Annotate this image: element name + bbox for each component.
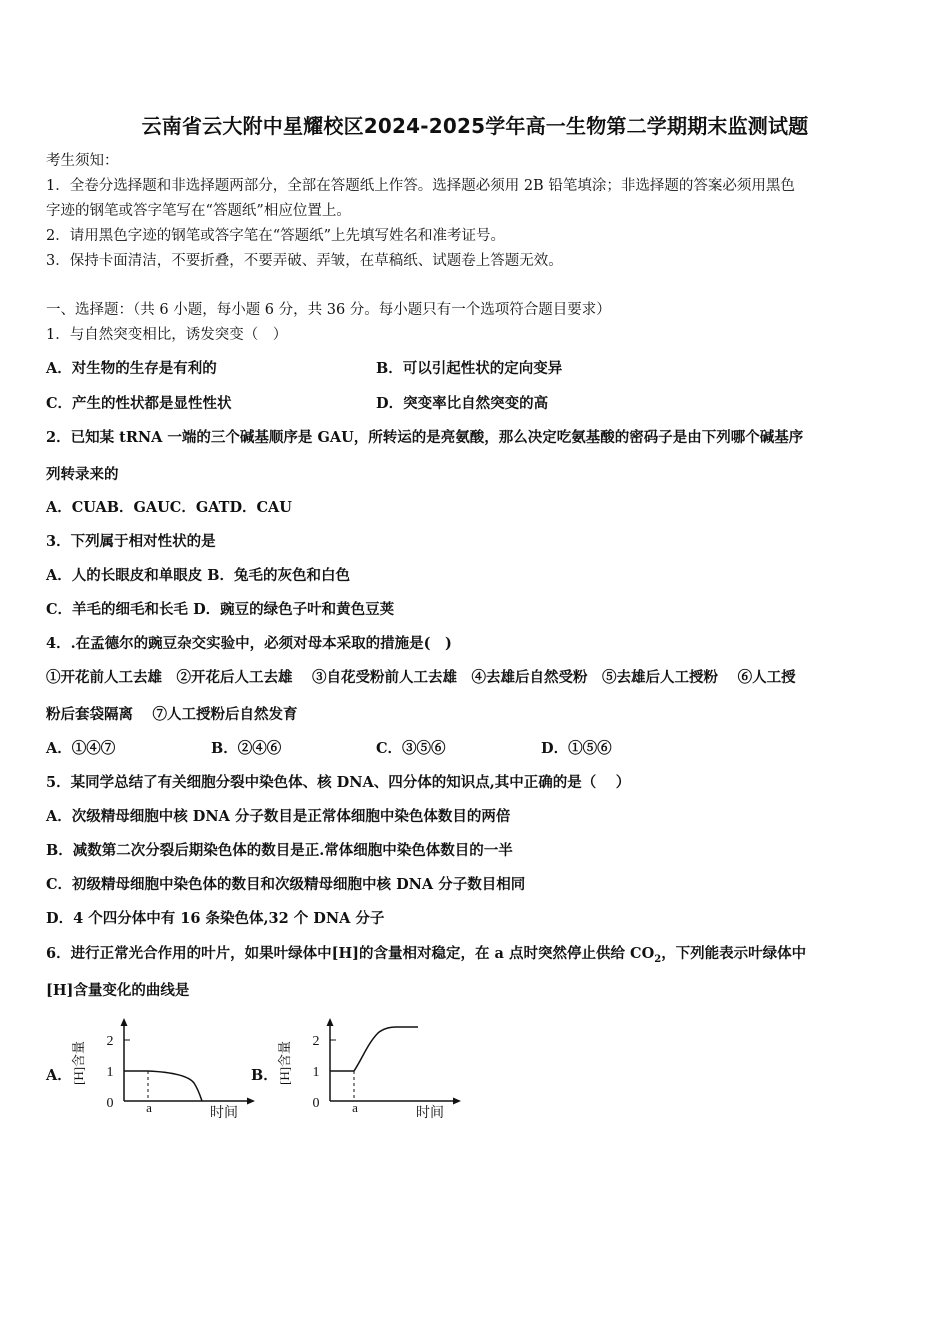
graph-b-x-arrow: [453, 1098, 461, 1105]
graph-a-tick-1: 1: [106, 1065, 114, 1080]
q6-stem-a: [46, 947, 806, 965]
q6-stem-part1: 6．进行正常光合作用的叶片，如果叶绿体中[H]的含量相对稳定，在 a 点时突然停止供给 CO: [46, 945, 655, 962]
q1-option-d: D．突变率比自然突变的高: [376, 395, 549, 412]
q1-option-c: C．产生的性状都是显性性状: [46, 395, 232, 412]
graph-b-xlabel: 时间: [416, 1106, 444, 1121]
graph-a-ylabel: [H]含量: [71, 1040, 86, 1086]
q5-option-a: A．次级精母细胞中核 DNA 分子数目是正常体细胞中染色体数目的两倍: [46, 808, 511, 825]
q1-option-a: A．对生物的生存是有利的: [46, 360, 217, 377]
graph-a-x-arrow: [247, 1098, 255, 1105]
q5-stem: 5．某同学总结了有关细胞分裂中染色体、核 DNA、四分体的知识点,其中正确的是（ ）: [46, 774, 631, 791]
graph-a-y-arrow: [121, 1018, 128, 1026]
q6-stem-subscript: 2: [654, 953, 662, 965]
q1-option-b: B．可以引起性状的定向变异: [376, 360, 563, 377]
page-title: 云南省云大附中星耀校区2024-2025学年高一生物第二学期期末监测试题: [141, 114, 809, 138]
notice-line-1a: 1．全卷分选择题和非选择题两部分，全部在答题纸上作答。选择题必须用 2B 铅笔填涂；非选择题的答案必须用黑色: [46, 178, 795, 194]
graph-b-tick-1: 1: [312, 1065, 320, 1080]
notice-line-1b: 字迹的钢笔或答字笔写在“答题纸”相应位置上。: [46, 203, 351, 219]
q4-items-a: ①开花前人工去雄 ②开花后人工去雄 ③自花受粉前人工去雄 ④去雄后自然受粉 ⑤去雄后人工授粉 ⑥人工授: [46, 669, 796, 686]
q3-options-ab: A．人的长眼皮和单眼皮 B．兔毛的灰色和白色: [46, 567, 351, 584]
graph-a-tick-0: 0: [106, 1096, 114, 1111]
graph-b-tick-2: 2: [312, 1034, 320, 1049]
notice-line-3: 3．保持卡面清洁，不要折叠，不要弄破、弄皱，在草稿纸、试题卷上答题无效。: [46, 253, 563, 269]
q5-option-d: D．4 个四分体中有 16 条染色体,32 个 DNA 分子: [46, 910, 385, 927]
q4-option-c: C．③⑤⑥: [376, 740, 446, 757]
graph-b-curve: [330, 1027, 418, 1071]
graph-b-mark-a: a: [352, 1100, 358, 1115]
notice-line-2: 2．请用黑色字迹的钢笔或答字笔在“答题纸”上先填写姓名和准考证号。: [46, 228, 506, 244]
q4-items-b: 粉后套袋隔离 ⑦人工授粉后自然发育: [46, 706, 298, 723]
q2-stem-a: 2．已知某 tRNA 一端的三个碱基顺序是 GAU，所转运的是亮氨酸，那么决定吃氨基酸的密码子是由下列哪个碱基序: [46, 429, 804, 446]
q4-option-d: D．①⑤⑥: [541, 740, 612, 757]
graph-a-curve: [124, 1071, 202, 1101]
graph-b-label: B．: [251, 1067, 278, 1084]
q2-stem-b: 列转录来的: [46, 466, 119, 483]
graph-b-y-arrow: [327, 1018, 334, 1026]
q4-option-b: B．②④⑥: [211, 740, 282, 757]
graph-b-tick-0: 0: [312, 1096, 320, 1111]
section-heading: 一、选择题：（共 6 小题，每小题 6 分，共 36 分。每小题只有一个选项符合题目要求）: [46, 302, 611, 318]
graph-a-mark-a: a: [146, 1100, 152, 1115]
q5-option-c: C．初级精母细胞中染色体的数目和次级精母细胞中核 DNA 分子数目相同: [46, 876, 526, 893]
q4-stem: 4．.在孟德尔的豌豆杂交实验中，必须对母本采取的措施是( ): [46, 635, 452, 652]
graph-a-tick-2: 2: [106, 1034, 114, 1049]
graph-a-label: A．: [46, 1067, 72, 1084]
q3-options-cd: C．羊毛的细毛和长毛 D．豌豆的绿色子叶和黄色豆荚: [46, 601, 395, 618]
graph-b-ylabel: [H]含量: [277, 1040, 292, 1086]
q1-stem: 1．与自然突变相比，诱发突变（ ）: [46, 327, 288, 343]
q4-option-a: A．①④⑦: [46, 740, 116, 757]
q2-options: A．CUAB．GAUC．GATD．CAU: [46, 499, 292, 516]
q6-stem-part2: ，下列能表示叶绿体中: [661, 945, 807, 962]
notice-heading: 考生须知：: [46, 153, 119, 169]
q3-stem: 3．下列属于相对性状的是: [46, 533, 216, 550]
graph-a-xlabel: 时间: [210, 1106, 238, 1121]
q5-option-b: B．减数第二次分裂后期染色体的数目是正.常体细胞中染色体数目的一半: [46, 842, 513, 859]
q6-stem-b: [H]含量变化的曲线是: [46, 982, 190, 999]
graph-a: [70, 1015, 260, 1125]
graph-b: [276, 1015, 466, 1125]
